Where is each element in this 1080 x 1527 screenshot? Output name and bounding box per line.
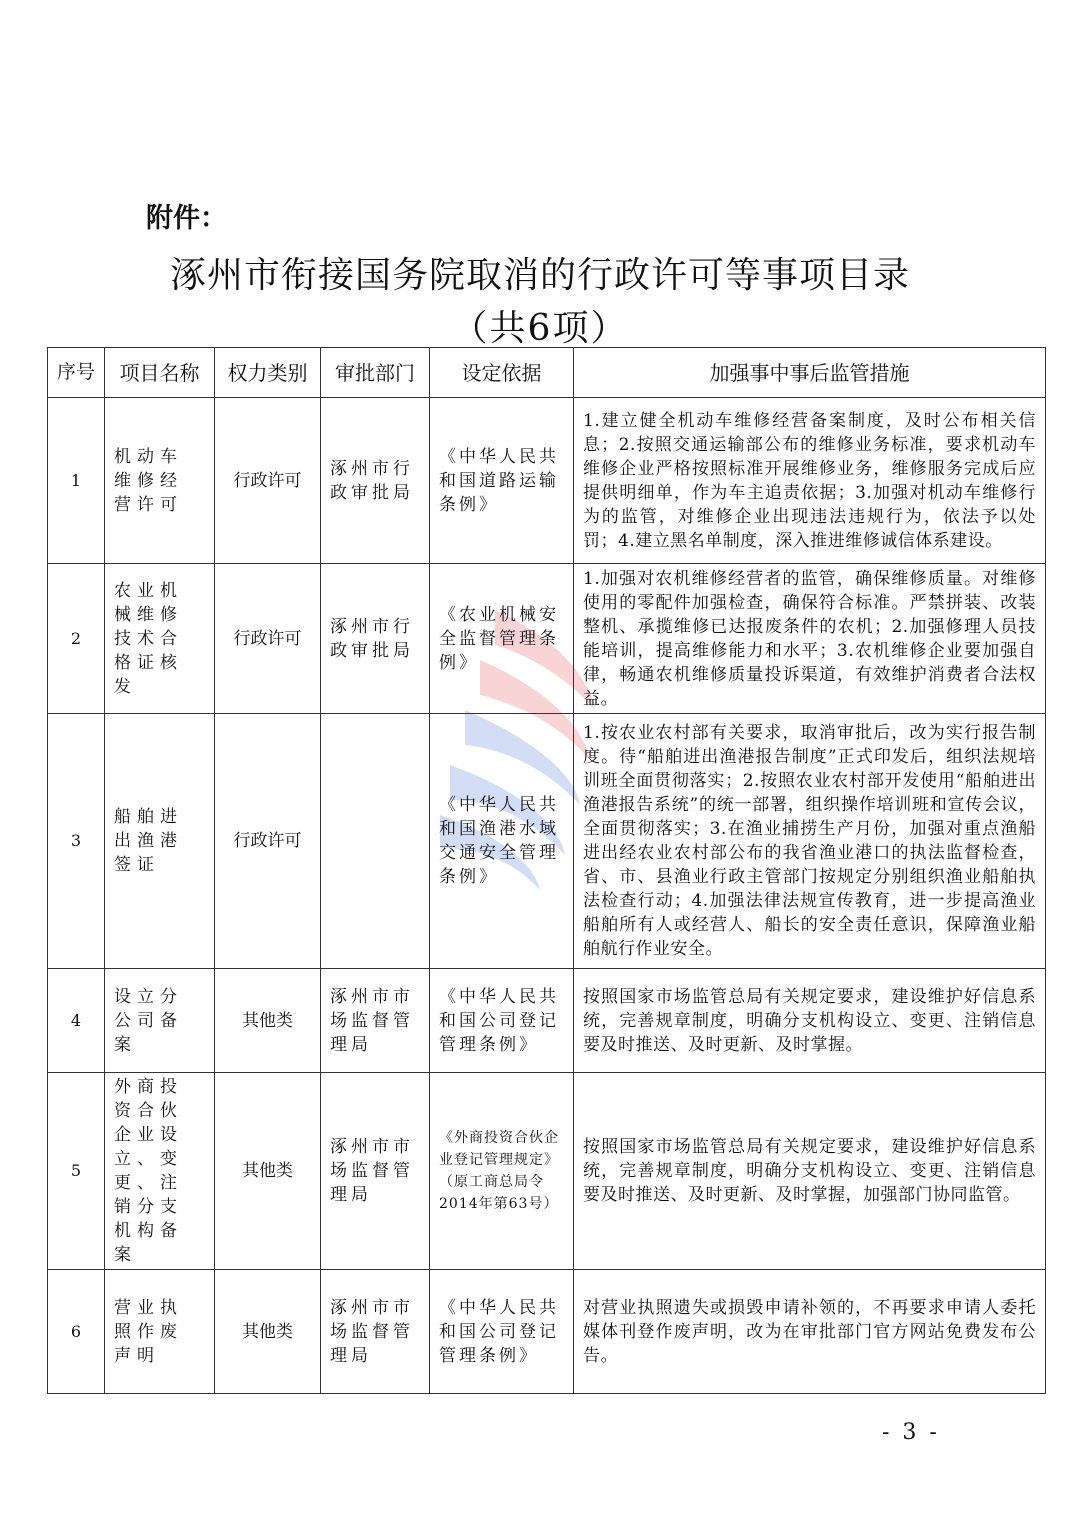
cell-basis: 《中华人民共和国渔港水域交通安全管理条例》 [430, 714, 574, 969]
cell-type: 其他类 [215, 969, 321, 1073]
cell-measures: 1.建立健全机动车维修经营备案制度，及时公布相关信息；2.按照交通运输部公布的维修业务标准，要求机动车维修企业严格按照标准开展维修业务，维修服务完成后应提供明细单，作为车主追责依据；3.加强对机动车维修行为的监管，对维修企业出现违法违规行为，依法予以处罚；4.建立黑名单制度，深入推进维修诚信体系建设。 [574, 398, 1046, 564]
cell-basis: 《农业机械安全监督管理条例》 [430, 564, 574, 714]
cell-seq: 6 [48, 1270, 105, 1394]
cell-basis: 《中华人民共和国道路运输条例》 [430, 398, 574, 564]
cell-basis: 《中华人民共和国公司登记管理条例》 [430, 969, 574, 1073]
cell-type: 其他类 [215, 1073, 321, 1270]
table-row [48, 398, 1046, 564]
cell-type: 行政许可 [215, 564, 321, 714]
cell-seq: 4 [48, 969, 105, 1073]
cell-measures: 1.加强对农机维修经营者的监管，确保维修质量。对维修使用的零配件加强检查，确保符合标准。严禁拼装、改装整机、承揽维修已达报废条件的农机；2.加强修理人员技能培训，提高维修能力和水平；3.农机维修企业要加强自律，畅通农机维修质量投诉渠道，有效维护消费者合法权益。 [574, 564, 1046, 714]
cell-dept: 涿州市行政审批局 [321, 564, 430, 714]
page-number: - 3 - [882, 1420, 940, 1445]
cell-basis: 《中华人民共和国公司登记管理条例》 [430, 1270, 574, 1394]
cell-dept: 涿州市行政审批局 [321, 398, 430, 564]
table-row [48, 1270, 1046, 1394]
cell-seq: 3 [48, 714, 105, 969]
document-subtitle: （共6项） [451, 308, 629, 349]
cell-seq: 5 [48, 1073, 105, 1270]
cell-seq: 1 [48, 398, 105, 564]
cell-dept: 涿州市市场监督管理局 [321, 969, 430, 1073]
column-header-basis: 设定依据 [430, 348, 574, 398]
cell-dept [321, 714, 430, 969]
table-row [48, 564, 1046, 714]
cell-name: 设立分公司备案 [105, 969, 215, 1073]
table-row [48, 714, 1046, 969]
cell-measures: 对营业执照遗失或损毁申请补领的，不再要求申请人委托媒体刊登作废声明，改为在审批部门官方网站免费发布公告。 [574, 1270, 1046, 1394]
cell-name: 营业执照作废声明 [105, 1270, 215, 1394]
table-row [48, 969, 1046, 1073]
table-header-row [48, 348, 1046, 398]
column-header-measures: 加强事中事后监管措施 [574, 348, 1046, 398]
cell-measures: 1.按农业农村部有关要求，取消审批后，改为实行报告制度。待“船舶进出渔港报告制度”正式印发后，组织法规培训班全面贯彻落实；2.按照农业农村部开发使用“船舶进出渔港报告系统”的统一部署，组织操作培训班和宣传会议，全面贯彻落实；3.在渔业捕捞生产月份，加强对重点渔船进出经农业农村部公布的我省渔业港口的执法监督检查，省、市、县渔业行政主管部门按规定分别组织渔业船舶执法检查行动；4.加强法律法规宣传教育，进一步提高渔业船舶所有人或经营人、船长的安全责任意识，保障渔业船舶航行作业安全。 [574, 714, 1046, 969]
cell-measures: 按照国家市场监管总局有关规定要求，建设维护好信息系统，完善规章制度，明确分支机构设立、变更、注销信息要及时推送、及时更新、及时掌握，加强部门协同监管。 [574, 1073, 1046, 1270]
attachment-label: 附件： [146, 203, 227, 234]
catalog-table [47, 347, 1046, 1394]
cell-type: 行政许可 [215, 398, 321, 564]
cell-dept: 涿州市市场监督管理局 [321, 1270, 430, 1394]
column-header-name: 项目名称 [105, 348, 215, 398]
cell-basis: 《外商投资合伙企业登记管理规定》（原工商总局令2014年第63号） [430, 1073, 574, 1270]
cell-name: 外商投资合伙企业设立、变更、注销分支机构备案 [105, 1073, 215, 1270]
cell-name: 农业机械维修技术合格证核发 [105, 564, 215, 714]
cell-name: 机动车维修经营许可 [105, 398, 215, 564]
cell-type: 行政许可 [215, 714, 321, 969]
cell-seq: 2 [48, 564, 105, 714]
cell-type: 其他类 [215, 1270, 321, 1394]
column-header-dept: 审批部门 [321, 348, 430, 398]
document-title: 涿州市衔接国务院取消的行政许可等事项目录 [169, 255, 910, 296]
cell-dept: 涿州市市场监督管理局 [321, 1073, 430, 1270]
table-row [48, 1073, 1046, 1270]
column-header-seq: 序号 [48, 348, 105, 398]
column-header-type: 权力类别 [215, 348, 321, 398]
cell-measures: 按照国家市场监管总局有关规定要求，建设维护好信息系统，完善规章制度，明确分支机构设立、变更、注销信息要及时推送、及时更新、及时掌握。 [574, 969, 1046, 1073]
cell-name: 船舶进出渔港签证 [105, 714, 215, 969]
